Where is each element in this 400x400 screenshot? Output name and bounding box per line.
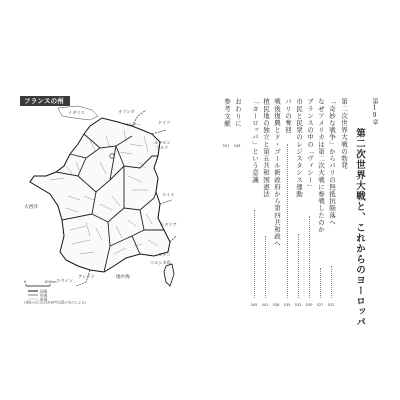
back-matter-references: 参考文献 bbox=[223, 98, 231, 128]
page-number: 535 bbox=[283, 303, 291, 307]
scale-bar bbox=[24, 280, 57, 286]
label-andorra: アンドラ bbox=[78, 274, 95, 279]
toc-entry-1: 第二次世界大戦の勃発 bbox=[340, 98, 348, 169]
toc-entry-8: 植民地の独立と第五共和国憲法 bbox=[262, 98, 270, 198]
page-number: 548 bbox=[233, 144, 241, 148]
label-monaco: モナコ bbox=[158, 252, 171, 257]
label-netherlands: オランダ bbox=[118, 109, 135, 114]
label-atlantic: 大西洋 bbox=[24, 205, 38, 210]
france-outline bbox=[30, 118, 170, 272]
label-corsica: コルシカ島 bbox=[150, 260, 171, 265]
label-switzerland: スイス bbox=[162, 192, 175, 197]
toc-entry-9: 「ヨーロッパ」という意識 bbox=[251, 98, 259, 184]
map-legend bbox=[28, 288, 48, 301]
back-matter-afterword: おわりに bbox=[234, 98, 242, 128]
legend-department-border: 県境 bbox=[40, 297, 48, 302]
label-luxembourg-1: ルクセン bbox=[154, 140, 171, 145]
chapter-title: 第二次世界大戦と、これからのヨーロッパ bbox=[354, 128, 365, 328]
label-italy: イタリア bbox=[160, 222, 177, 227]
scale-zero: 0 bbox=[24, 280, 27, 284]
leader-dots bbox=[320, 268, 321, 298]
page-number: 527 bbox=[316, 303, 324, 307]
page-number: 522 bbox=[327, 303, 335, 307]
label-belgium: ベルギー bbox=[124, 122, 141, 127]
leader-dots bbox=[331, 266, 332, 298]
leader-dots bbox=[298, 234, 299, 298]
page-number: 551 bbox=[222, 144, 230, 148]
france-map-figure bbox=[20, 96, 180, 304]
legend-region-border: 州境 bbox=[40, 293, 48, 298]
label-spain: スペイン bbox=[56, 278, 73, 283]
page-number: 532 bbox=[294, 303, 302, 307]
legend-national-border: 国境 bbox=[40, 289, 48, 294]
page-number: 541 bbox=[261, 303, 269, 307]
map-title: フランスの州 bbox=[20, 96, 70, 106]
leader-dots bbox=[265, 236, 266, 298]
page-number: 538 bbox=[272, 303, 280, 307]
toc-entry-3: なぜアメリカは第二次大戦に参戦したのか bbox=[317, 98, 325, 233]
label-luxembourg-2: ブルク bbox=[156, 145, 169, 150]
page-number: 545 bbox=[250, 303, 258, 307]
france-map bbox=[20, 96, 180, 304]
toc-entry-4: ブランスの中の「ヴィシー」 bbox=[306, 98, 314, 191]
corsica-outline bbox=[164, 264, 174, 286]
toc-entry-2: 「奇妙な戦争」からパリの無抵抗陥落へ bbox=[328, 98, 336, 226]
label-germany: ドイツ bbox=[158, 120, 171, 125]
toc-entry-5: 市民と民衆のレジスタンス運動 bbox=[295, 98, 303, 198]
label-mediterranean: 地中海 bbox=[116, 275, 130, 280]
map-note: (現在の区分は2016年以降のものによる) bbox=[24, 300, 87, 304]
toc-entry-7: 戦後復興とド・ゴール新政府から第四共和政へ bbox=[273, 98, 281, 248]
toc-entry-6: パリの奪回 bbox=[284, 98, 292, 134]
leader-dots bbox=[254, 210, 255, 298]
chapter-number: 第19章 bbox=[371, 98, 378, 126]
page-number: 530 bbox=[305, 303, 313, 307]
scale-max: 100km bbox=[44, 280, 57, 284]
leader-dots bbox=[287, 144, 288, 298]
leader-dots bbox=[309, 216, 310, 298]
label-england: イギリス bbox=[68, 110, 85, 115]
